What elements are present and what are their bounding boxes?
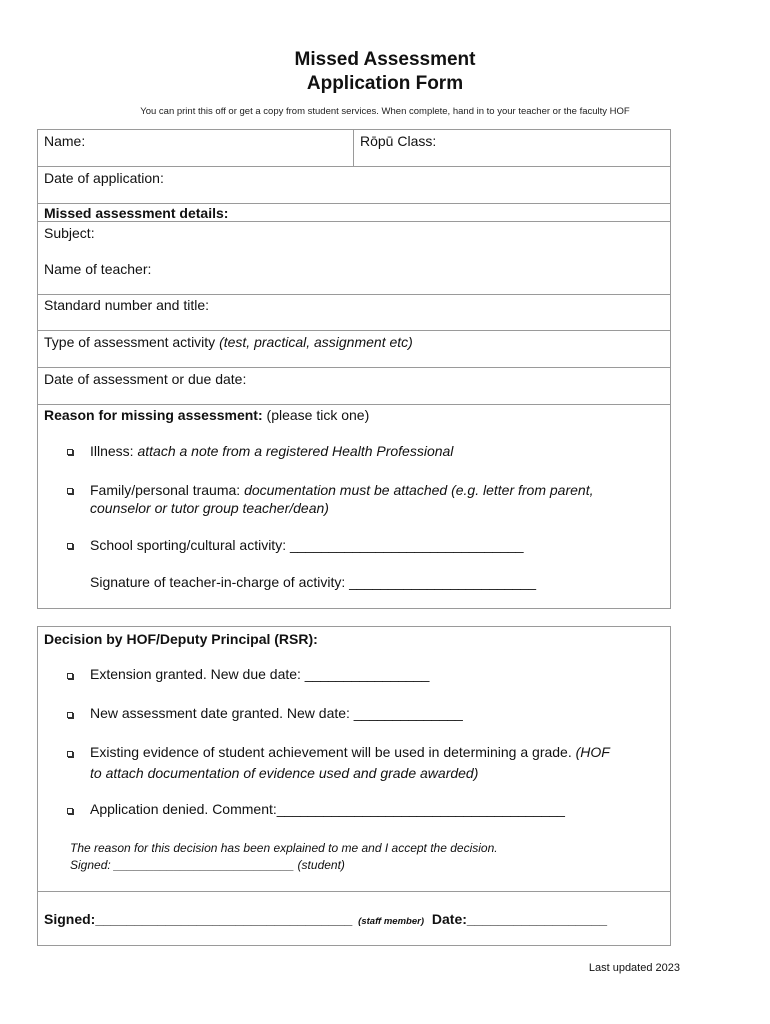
staff-signature-row (44, 910, 607, 931)
application-denied-option[interactable]: Application denied. Comment:_____________________________________ (90, 801, 565, 817)
illness-note: attach a note from a registered Health Professional (137, 443, 454, 459)
family-trauma-note-2: counselor or tutor group teacher/dean) (90, 500, 329, 516)
existing-evidence-note-2: to attach documentation of evidence used and grade awarded) (90, 765, 479, 781)
new-date-checkbox[interactable] (67, 712, 73, 718)
illness-label: Illness: (90, 443, 138, 459)
standard-field[interactable]: Standard number and title: (44, 297, 209, 313)
illness-option (90, 442, 453, 460)
family-trauma-label: Family/personal trauma: (90, 482, 245, 498)
application-denied-checkbox[interactable] (67, 808, 73, 814)
staff-date-line[interactable]: Date:__________________ (431, 911, 608, 927)
family-trauma-option (90, 481, 593, 499)
staff-signature-line[interactable]: Signed:_________________________________ (44, 911, 353, 927)
name-field[interactable]: Name: (44, 133, 86, 149)
divider (37, 367, 671, 368)
subject-field[interactable]: Subject: (44, 225, 95, 241)
sporting-cultural-option[interactable]: School sporting/cultural activity: ______________________________ (90, 537, 524, 553)
family-trauma-note: documentation must be attached (e.g. letter from parent, (244, 482, 594, 498)
reason-heading (44, 406, 369, 424)
assessment-type-field[interactable] (44, 333, 413, 351)
decision-explained-text: The reason for this decision has been explained to me and I accept the decision. (70, 841, 498, 855)
sporting-cultural-checkbox[interactable] (67, 543, 73, 549)
existing-evidence-checkbox[interactable] (67, 751, 73, 757)
title-line-2: Application Form (306, 73, 464, 94)
form-title (0, 48, 770, 96)
assessment-type-hint: (test, practical, assignment etc) (219, 334, 413, 350)
extension-checkbox[interactable] (67, 673, 73, 679)
name-class-divider (353, 129, 354, 166)
divider (37, 891, 671, 892)
instruction-text: You can print this off or get a copy from student services. When complete, hand in to your teacher or the faculty HOF (140, 106, 630, 117)
reason-heading-note: (please tick one) (262, 407, 370, 423)
existing-evidence-label: Existing evidence of student achievement will be used in determining a grade. (90, 744, 576, 760)
class-field[interactable]: Rōpū Class: (360, 133, 437, 149)
divider (37, 294, 671, 295)
details-heading: Missed assessment details: (44, 205, 229, 221)
last-updated: Last updated 2023 (588, 962, 680, 974)
divider (37, 166, 671, 167)
teacher-signature-line[interactable]: Signature of teacher-in-charge of activity: ________________________ (90, 574, 536, 590)
existing-evidence-note: (HOF (575, 744, 610, 760)
title-line-1: Missed Assessment (294, 49, 476, 70)
new-date-option[interactable]: New assessment date granted. New date: ______________ (90, 705, 463, 721)
teacher-name-field[interactable]: Name of teacher: (44, 261, 152, 277)
assessment-date-field[interactable]: Date of assessment or due date: (44, 371, 247, 387)
extension-option[interactable]: Extension granted. New due date: ________________ (90, 666, 430, 682)
application-date-field[interactable]: Date of application: (44, 170, 164, 186)
decision-heading: Decision by HOF/Deputy Principal (RSR): (44, 631, 318, 647)
divider (37, 404, 671, 405)
reason-heading-label: Reason for missing assessment: (44, 407, 263, 423)
staff-member-note: (staff member) (358, 916, 424, 927)
family-trauma-checkbox[interactable] (67, 488, 73, 494)
assessment-type-label: Type of assessment activity (44, 334, 220, 350)
illness-checkbox[interactable] (67, 449, 73, 455)
divider (37, 330, 671, 331)
existing-evidence-option (90, 743, 610, 761)
student-signature-line[interactable]: Signed: ___________________________ (student) (70, 858, 345, 872)
